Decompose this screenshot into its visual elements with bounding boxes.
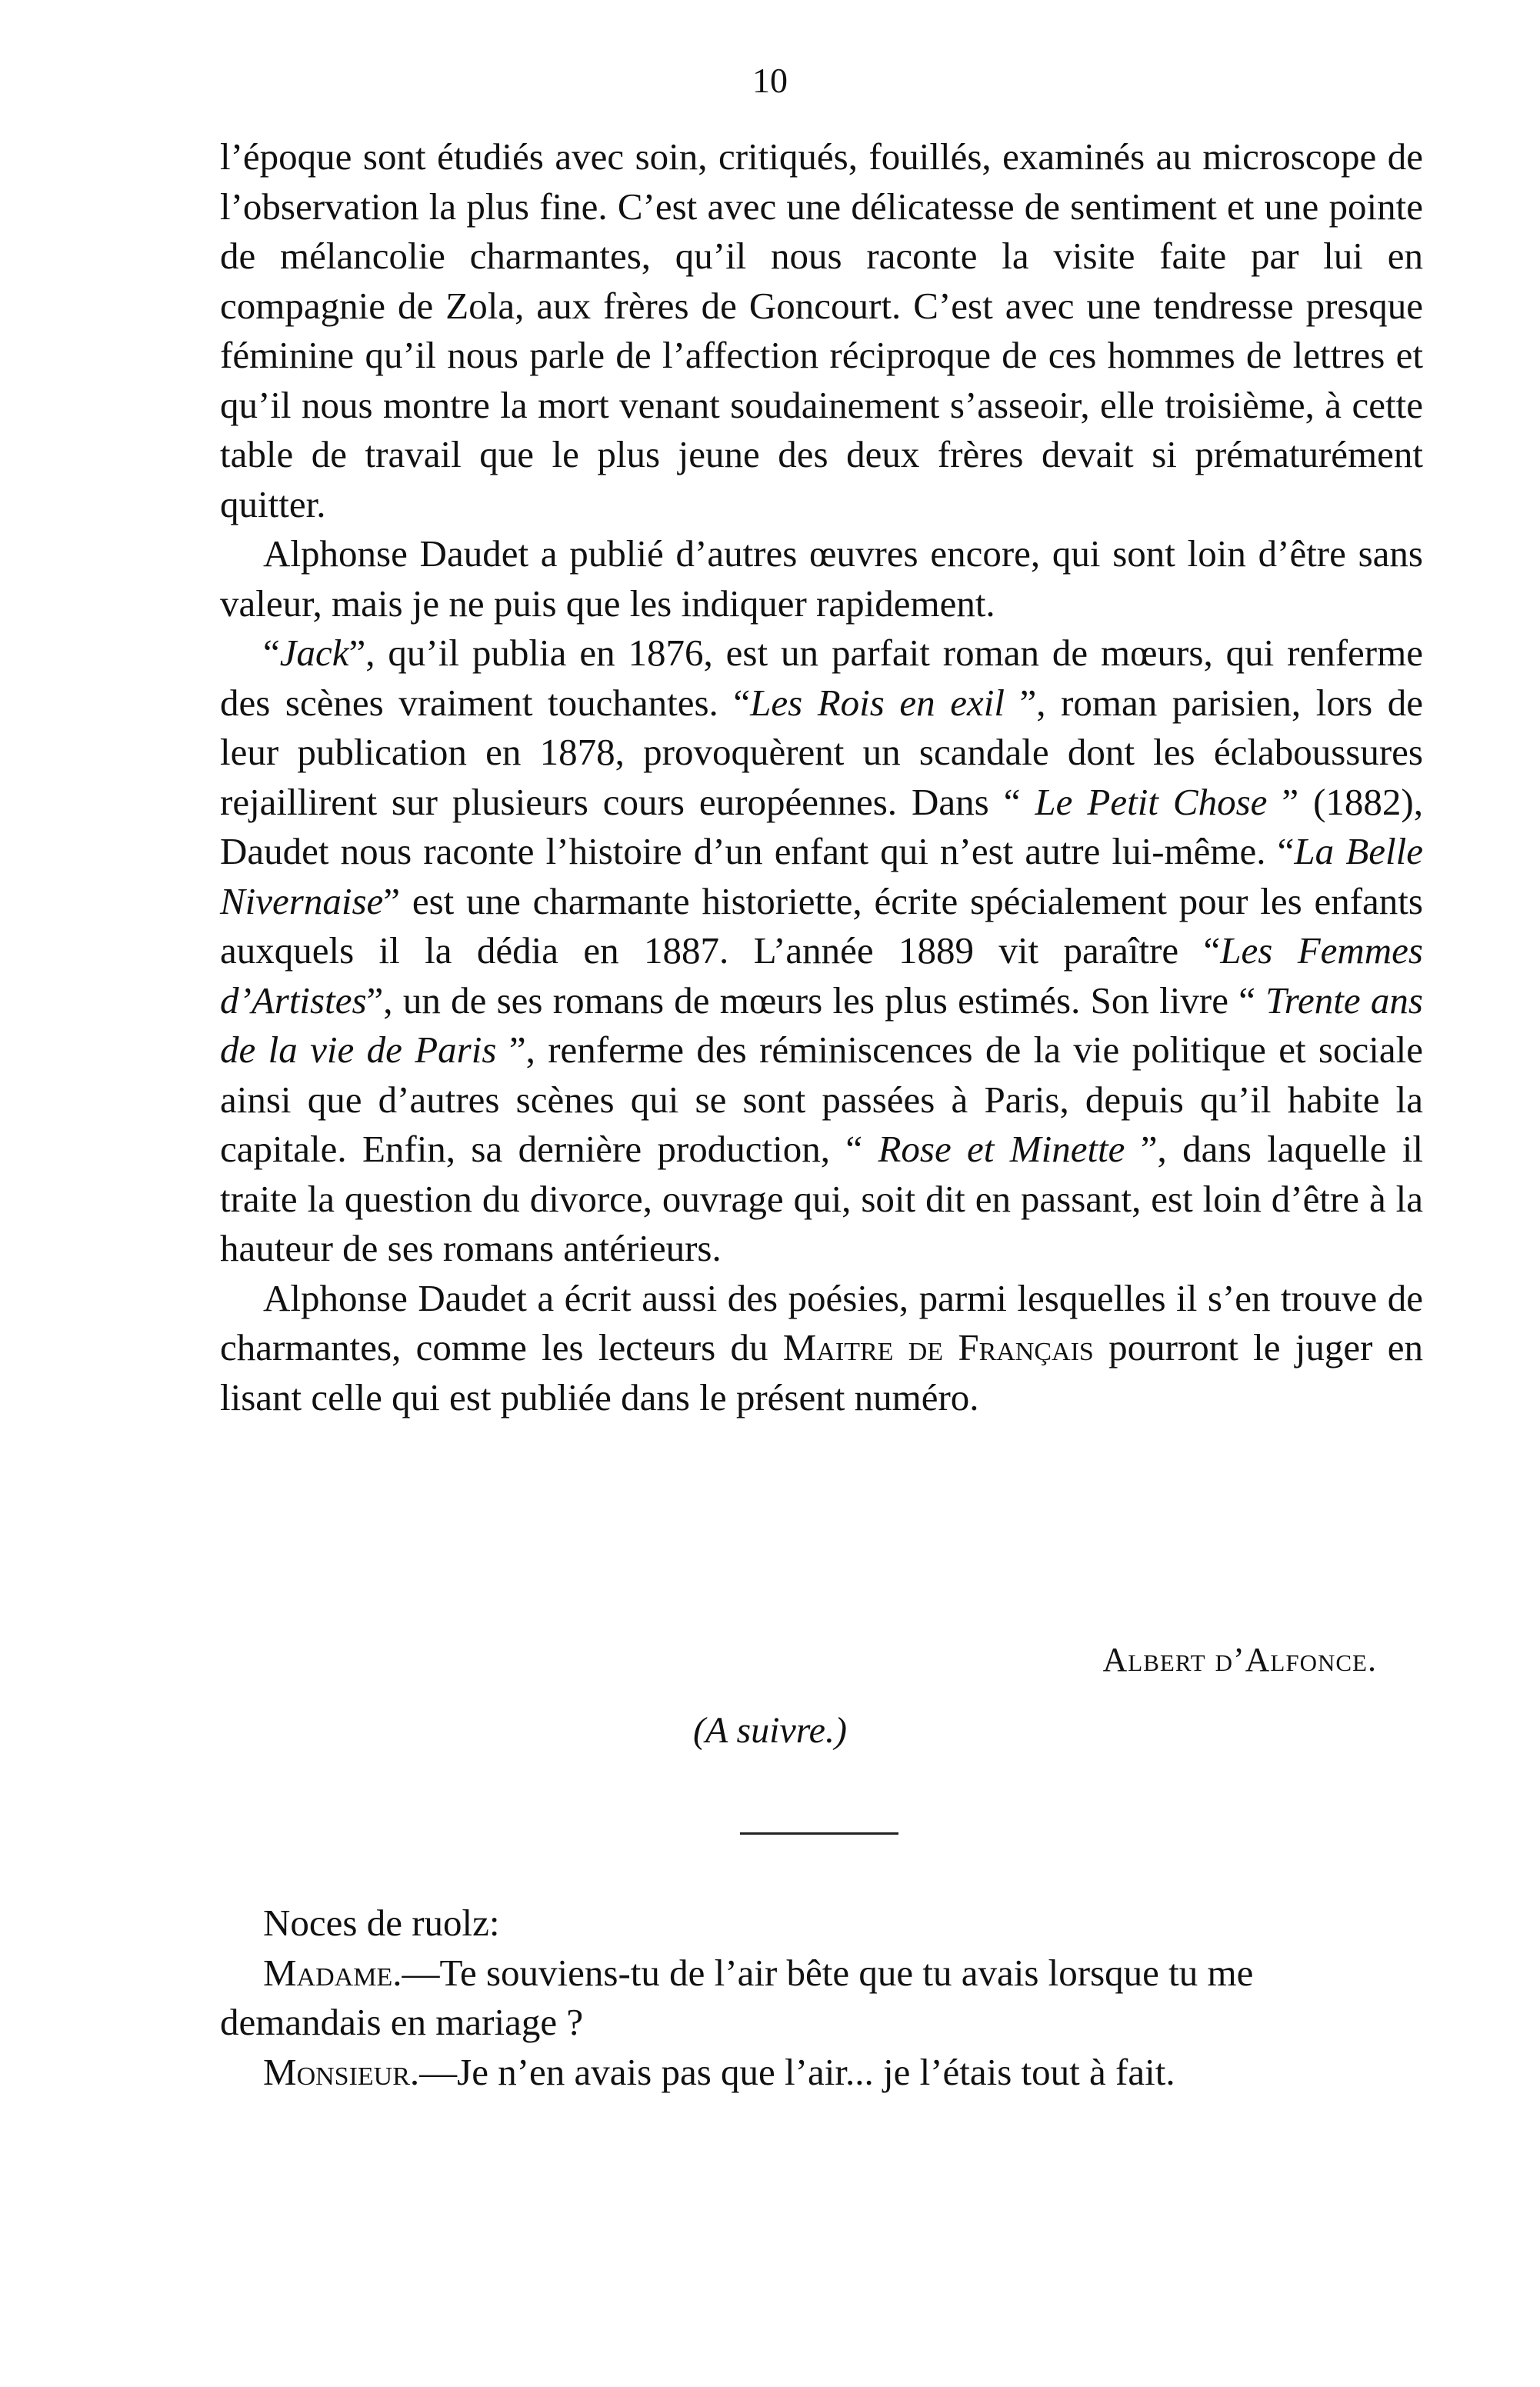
title-jack: Jack <box>279 632 349 674</box>
paragraph-1: l’époque sont étudiés avec soin, critiqués, fouillés, examinés au microscope de l’observation la plus fine. C’est avec une délicatesse de sentiment et une pointe de mélancolie charmantes, qu’il nous raconte la visite faite par lui en compagnie de Zola, aux frères de Goncourt. C’est avec une tendresse presque féminine qu’il nous parle de l’affection réciproque de ces hommes de lettres et qu’il nous montre la mort venant soudainement s’asseoir, elle troisième, à cette table de travail que le plus jeune des deux frères devait si prématurément quitter. <box>220 135 1423 525</box>
page-number: 10 <box>752 61 788 100</box>
title-femmes-artistes: Les Femmes d’Artistes <box>220 929 1424 1022</box>
section-divider <box>740 1832 898 1835</box>
speaker-monsieur: Monsieur. <box>263 2050 420 2093</box>
to-be-continued: (A suivre.) <box>693 1710 847 1751</box>
journal-title: Maitre de Français <box>782 1326 1094 1369</box>
title-rose-minette: Rose et Minette <box>878 1128 1125 1170</box>
dialogue-line: —Je n’en avais pas que l’air... je l’étais tout à fait. <box>419 2050 1175 2093</box>
article-body <box>220 132 1423 1422</box>
dialogue-line: —Te souviens-tu de l’air bête que tu avais lorsque tu me demandais en mariage ? <box>220 1951 1254 2043</box>
paragraph-2: Alphonse Daudet a publié d’autres œuvres encore, qui sont loin d’être sans valeur, mais je ne puis que les indiquer rapidement. <box>220 532 1423 625</box>
paragraph-3-text: ”, roman parisien, lors de leur publication en 1878, provoquèrent un scandale dont les éclaboussures rejaillirent sur plusieurs cours européennes. Dans “ <box>220 681 1424 823</box>
title-petit-chose: Le Petit Chose <box>1035 780 1268 823</box>
paragraph-3-text: “ <box>263 632 280 674</box>
paragraph-3-text: ”, qu’il publia en 1876, est un parfait roman de mœurs, qui renferme des scènes vraiment touchantes. “ <box>220 632 1423 724</box>
paragraph-4-text: Alphonse Daudet a écrit aussi des poésies, parmi lesquelles il s’en trouve de charmantes, comme les lecteurs du <box>220 1276 1423 1369</box>
speaker-madame: Madame. <box>263 1951 402 1994</box>
paragraph-3-text: ” est une charmante historiette, écrite spécialement pour les enfants auxquels il la dédia en 1887. L’année 1889 vit paraître “ <box>220 879 1423 972</box>
author-signature: Albert d’Alfonce. <box>1102 1641 1377 1679</box>
paragraph-3-text: ” (1882), Daudet nous raconte l’histoire d’un enfant qui n’est autre lui-même. “ <box>220 780 1423 872</box>
joke-block <box>220 1899 1423 2097</box>
paragraph-3-text: ”, renferme des réminiscences de la vie politique et sociale ainsi que d’autres scènes qui se sont passées à Paris, depuis qu’il habite la capitale. Enfin, sa dernière production, “ <box>220 1028 1424 1170</box>
joke-line-madame <box>220 1949 1423 2048</box>
title-belle-nivernaise: La Belle Nivernaise <box>220 830 1423 922</box>
title-rois-en-exil: Les Rois en exil <box>750 681 1005 724</box>
paragraph-4 <box>220 1274 1423 1423</box>
paragraph-3 <box>220 628 1423 1274</box>
paragraph-3-text: ”, dans laquelle il traite la question du divorce, ouvrage qui, soit dit en passant, est loin d’être à la hauteur de ses romans antérieurs. <box>220 1128 1423 1269</box>
paragraph-3-text: ”, un de ses romans de mœurs les plus estimés. Son livre “ <box>366 978 1266 1022</box>
paragraph-4-text: pourront le juger en lisant celle qui est publiée dans le présent numéro. <box>220 1326 1423 1419</box>
joke-intro: Noces de ruolz: <box>263 1902 500 1944</box>
joke-line-monsieur <box>220 2048 1423 2098</box>
title-trente-ans: Trente ans de la vie de Paris <box>220 978 1424 1071</box>
